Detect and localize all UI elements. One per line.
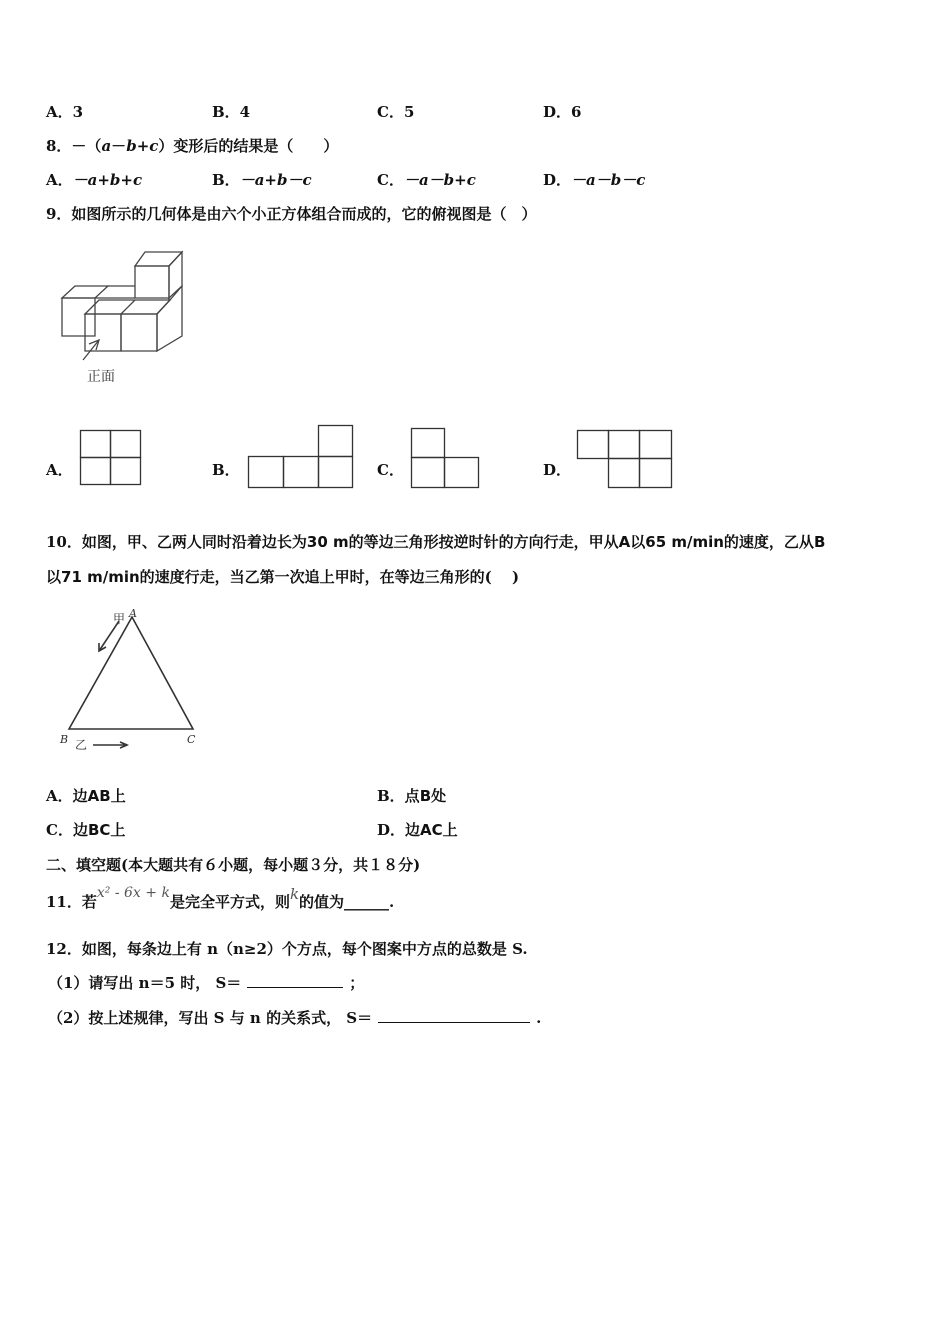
q10-l1-d: A xyxy=(618,533,631,551)
q8-option-a-label: A． xyxy=(46,171,73,189)
q8-var-c: c xyxy=(149,137,159,155)
cube-top-side xyxy=(169,252,182,298)
q8-option-b-label: B． xyxy=(212,171,240,189)
q11-prefix: 11．若 xyxy=(46,893,97,911)
q10-opt-d-end: 上 xyxy=(442,821,458,839)
q10-option-a xyxy=(46,786,126,806)
q12-part2-blank[interactable] xyxy=(378,1008,530,1023)
q9-option-b-figure xyxy=(248,425,354,489)
label-jia: 甲 xyxy=(113,612,126,626)
q12-part1-blank[interactable] xyxy=(247,973,343,988)
q8-option-c xyxy=(377,170,476,190)
q12-part2-end: . xyxy=(536,1009,542,1027)
q8-minus: － xyxy=(111,137,127,155)
q8-stem xyxy=(46,136,338,156)
vertex-c: C xyxy=(187,733,196,746)
q9-option-c-figure xyxy=(411,428,481,490)
q12-part1 xyxy=(48,973,364,993)
q8-option-d-label: D． xyxy=(543,171,572,189)
q10-option-b xyxy=(377,786,446,806)
q10-option-d xyxy=(377,820,458,840)
q8-plus: + xyxy=(136,137,150,155)
q10-l1-h: B xyxy=(813,533,826,551)
q10-l1-f: 65 m/min xyxy=(645,533,724,551)
equilateral-triangle xyxy=(69,617,193,729)
q10-l1-c: 的等边三角形按逆时针的方向行走，甲从 xyxy=(348,533,619,551)
q9-option-a: A． xyxy=(46,461,73,479)
q9-stem: 9．如图所示的几何体是由六个小正方体组合而成的，它的俯视图是（ ） xyxy=(46,205,537,223)
q10-opt-c-end: 上 xyxy=(110,821,126,839)
q7-option-b: B．4 xyxy=(212,103,251,121)
q10-stem-line2 xyxy=(46,567,519,587)
q8-option-c-label: C． xyxy=(377,171,404,189)
cube-front-1 xyxy=(85,314,121,351)
q11-mid: 是完全平方式，则 xyxy=(169,893,290,911)
cube-top-front xyxy=(135,266,169,298)
q8-option-a xyxy=(46,170,142,190)
q9-option-a-figure xyxy=(80,430,142,486)
q8-option-d-text: －a－b－c xyxy=(571,171,646,189)
q10-opt-b-label: B．点 xyxy=(377,787,420,805)
q10-opt-a-label: A．边 xyxy=(46,787,88,805)
q12-part2-text: （2）按上述规律，写出 S 与 n 的关系式， S＝ xyxy=(48,1009,373,1027)
q10-l1-g: 的速度，乙从 xyxy=(723,533,814,551)
q10-opt-b-mid: B xyxy=(419,787,432,805)
q10-opt-d-label: D．边 xyxy=(377,821,421,839)
q10-opt-a-end: 上 xyxy=(110,787,126,805)
q10-opt-c-label: C．边 xyxy=(46,821,88,839)
q8-option-d xyxy=(543,170,645,190)
q10-triangle-figure xyxy=(55,605,205,753)
q8-option-b-text: －a+b－c xyxy=(239,171,312,189)
q9-option-d: D． xyxy=(543,461,572,479)
q10-opt-b-end: 处 xyxy=(431,787,447,805)
q10-opt-c-mid: BC xyxy=(87,821,111,839)
q11-suffix: 的值为______. xyxy=(299,893,395,911)
q10-opt-d-mid: AC xyxy=(420,821,443,839)
q12-part1-text: （1）请写出 n＝5 时， S＝ xyxy=(48,974,242,992)
q7-option-c: C．5 xyxy=(377,103,415,121)
q9-option-c: C． xyxy=(377,461,404,479)
cube-back-left-top xyxy=(62,286,108,298)
q10-opt-a-mid: AB xyxy=(87,787,111,805)
q10-l2-c: 的速度行走，当乙第一次追上甲时，在等边三角形的( ) xyxy=(139,568,520,586)
q8-suffix: ）变形后的结果是（ ） xyxy=(158,137,339,155)
q10-l2-b: 71 m/min xyxy=(61,568,140,586)
q9-option-b: B． xyxy=(212,461,240,479)
q10-option-c xyxy=(46,820,125,840)
vertex-a: A xyxy=(129,607,137,620)
q9-option-d-figure xyxy=(577,430,675,492)
q10-stem-line1 xyxy=(46,532,825,552)
q8-option-a-text: －a+b+c xyxy=(72,171,143,189)
q8-option-c-text: －a－b+c xyxy=(403,171,476,189)
q8-prefix: 8．－（ xyxy=(46,137,102,155)
q8-var-b: b xyxy=(126,137,137,155)
q7-option-a: A．3 xyxy=(46,103,84,121)
q10-l2-a: 以 xyxy=(46,568,62,586)
section-2-title: 二、填空题(本大题共有６小题，每小题３分，共１８分) xyxy=(46,856,421,874)
q10-l1-e: 以 xyxy=(630,533,646,551)
q10-l1-b: 30 m xyxy=(306,533,349,551)
q7-option-d: D．6 xyxy=(543,103,582,121)
q12-stem: 12．如图，每条边上有 n（n≥2）个方点，每个图案中方点的总数是 S. xyxy=(46,940,528,958)
label-yi: 乙 xyxy=(75,738,88,752)
front-label: 正面 xyxy=(87,369,115,385)
q12-part2 xyxy=(48,1008,541,1028)
q8-var-a: a xyxy=(101,137,112,155)
vertex-b: B xyxy=(60,733,69,746)
q10-l1-a: 10．如图，甲、乙两人同时沿着边长为 xyxy=(46,533,307,551)
q11-var: k xyxy=(289,885,300,903)
q12-part1-end: ； xyxy=(349,974,365,992)
cube-front-2 xyxy=(121,314,157,351)
q11-expression: x² - 6x + k xyxy=(96,885,170,901)
cube-back-left-front xyxy=(62,298,95,336)
q8-option-b xyxy=(212,170,312,190)
q9-cube-figure xyxy=(55,248,195,388)
q11-stem xyxy=(46,885,395,913)
